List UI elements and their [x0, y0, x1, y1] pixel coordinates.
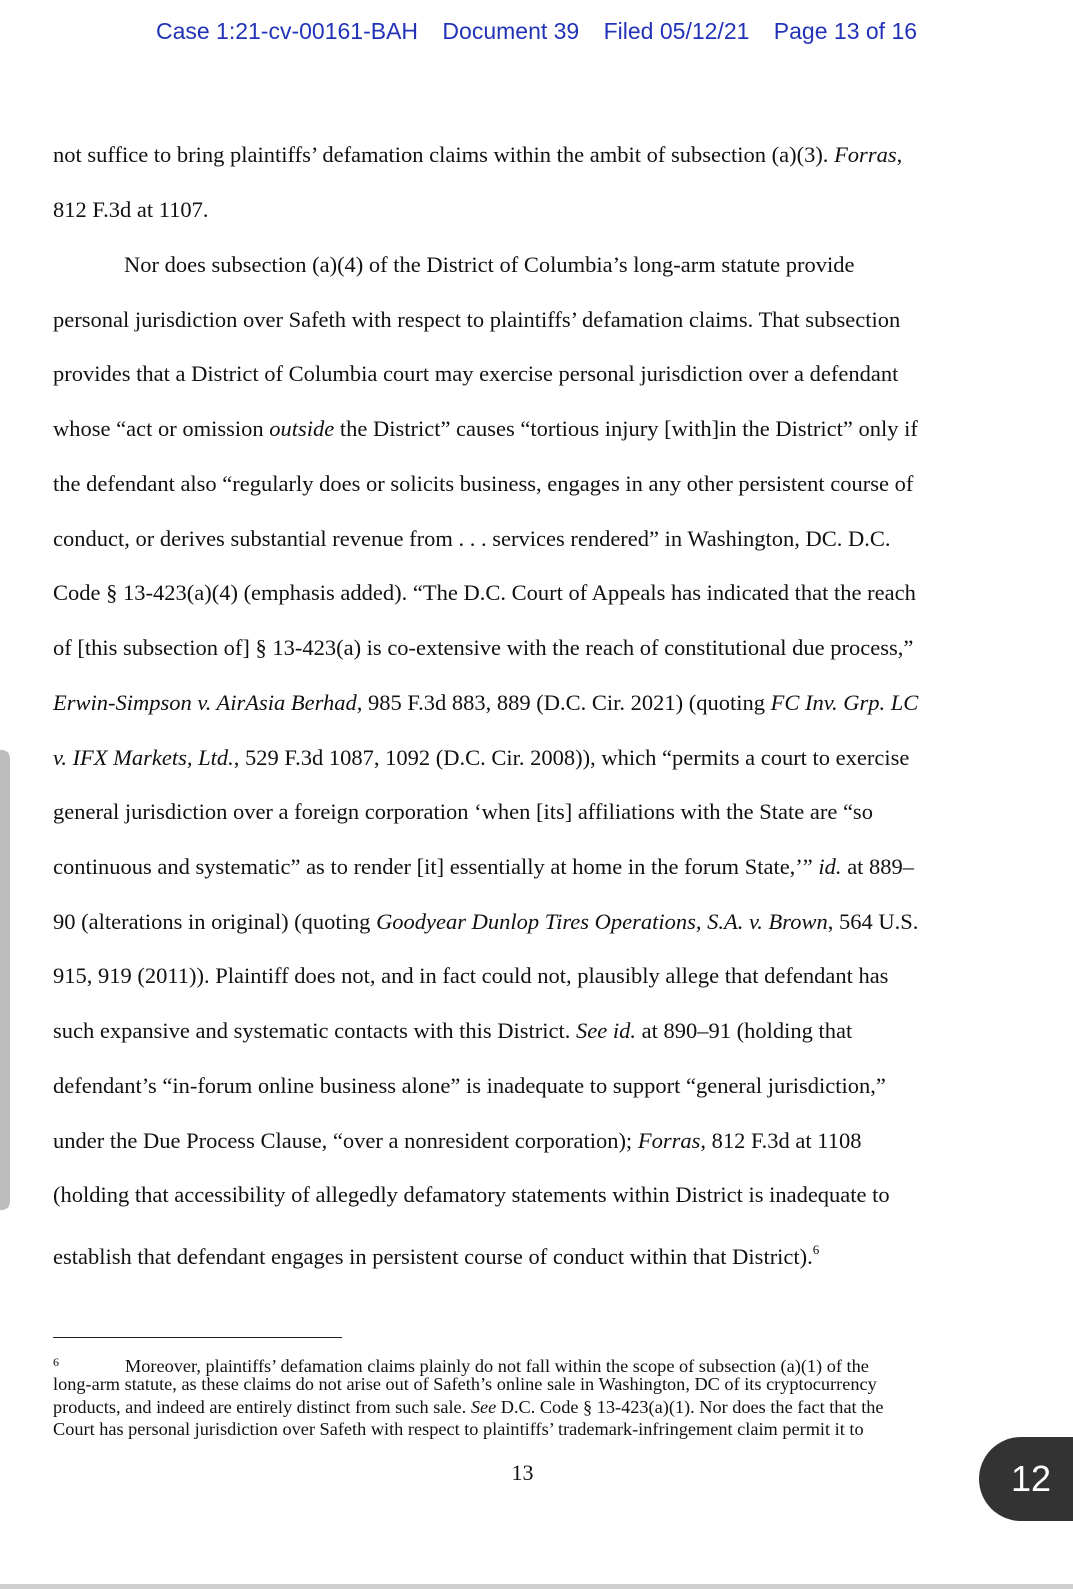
case-header	[0, 18, 1073, 45]
case-number: Case 1:21-cv-00161-BAH	[155, 18, 419, 44]
body-line: (holding that accessibility of allegedly defamatory statements within District is inadequate to	[53, 1182, 890, 1207]
paragraph-start-line: Nor does subsection (a)(4) of the District of Columbia’s long-arm statute provide	[124, 252, 855, 277]
filed-date: Filed 05/12/21	[603, 18, 750, 44]
scrollbar-handle[interactable]	[0, 750, 10, 1210]
body-line: conduct, or derives substantial revenue from . . . services rendered” in Washington, DC. D.C.	[53, 526, 891, 551]
body-line: continuous and systematic” as to render [it] essentially at home in the forum State,’” id. at 889–	[53, 854, 915, 879]
page-of-total: Page 13 of 16	[773, 18, 918, 44]
body-line: not suffice to bring plaintiffs’ defamation claims within the ambit of subsection (a)(3). Forras,	[53, 142, 903, 167]
body-line: Code § 13-423(a)(4) (emphasis added). “The D.C. Court of Appeals has indicated that the reach	[53, 580, 916, 605]
body-line: general jurisdiction over a foreign corporation ‘when [its] affiliations with the State are “so	[53, 799, 873, 824]
body-line: such expansive and systematic contacts with this District. See id. at 890–91 (holding that	[53, 1018, 853, 1043]
body-line: 915, 919 (2011)). Plaintiff does not, and in fact could not, plausibly allege that defendant has	[53, 963, 889, 988]
body-line: provides that a District of Columbia court may exercise personal jurisdiction over a defendant	[53, 361, 899, 386]
footnote-line: 6 Moreover, plaintiffs’ defamation claims plainly do not fall within the scope of subsection (a)(1) of the	[53, 1351, 869, 1377]
body-line: personal jurisdiction over Safeth with respect to plaintiffs’ defamation claims. That subsection	[53, 307, 901, 332]
body-line: the defendant also “regularly does or solicits business, engages in any other persistent course of	[53, 471, 914, 496]
footnote-line: long-arm statute, as these claims do not arise out of Safeth’s online sale in Washington, DC of its cryptocurrency	[53, 1374, 877, 1394]
body-line: of [this subsection of] § 13-423(a) is co-extensive with the reach of constitutional due process,”	[53, 635, 914, 660]
page-indicator-badge[interactable]: 12	[979, 1437, 1073, 1521]
body-line: v. IFX Markets, Ltd., 529 F.3d 1087, 1092 (D.C. Cir. 2008)), which “permits a court to exercise	[53, 745, 910, 770]
body-line: defendant’s “in-forum online business alone” is inadequate to support “general jurisdiction,”	[53, 1073, 886, 1098]
document-number: Document 39	[442, 18, 580, 44]
page-number: 13	[511, 1460, 534, 1485]
body-line: 90 (alterations in original) (quoting Goodyear Dunlop Tires Operations, S.A. v. Brown, 564 U.S.	[53, 909, 919, 934]
body-line: whose “act or omission outside the District” causes “tortious injury [with]in the District” only if	[53, 416, 918, 441]
footnote-line: products, and indeed are entirely distinct from such sale. See D.C. Code § 13-423(a)(1). Nor does the fact that the	[53, 1397, 884, 1417]
footnote-separator	[53, 1337, 342, 1338]
page-bottom-edge	[0, 1584, 1073, 1589]
footnote-line: Court has personal jurisdiction over Safeth with respect to plaintiffs’ trademark-infringement claim permit it to	[53, 1419, 864, 1439]
footnote-reference: 6	[812, 1242, 820, 1257]
body-line: Erwin-Simpson v. AirAsia Berhad, 985 F.3d 883, 889 (D.C. Cir. 2021) (quoting FC Inv. Grp. LC	[53, 690, 919, 715]
body-line: 812 F.3d at 1107.	[53, 197, 209, 222]
body-line: under the Due Process Clause, “over a nonresident corporation); Forras, 812 F.3d at 1108	[53, 1128, 862, 1153]
footnote-number: 6	[53, 1355, 59, 1369]
body-line: establish that defendant engages in persistent course of conduct within that District).$^6$	[53, 1242, 820, 1269]
